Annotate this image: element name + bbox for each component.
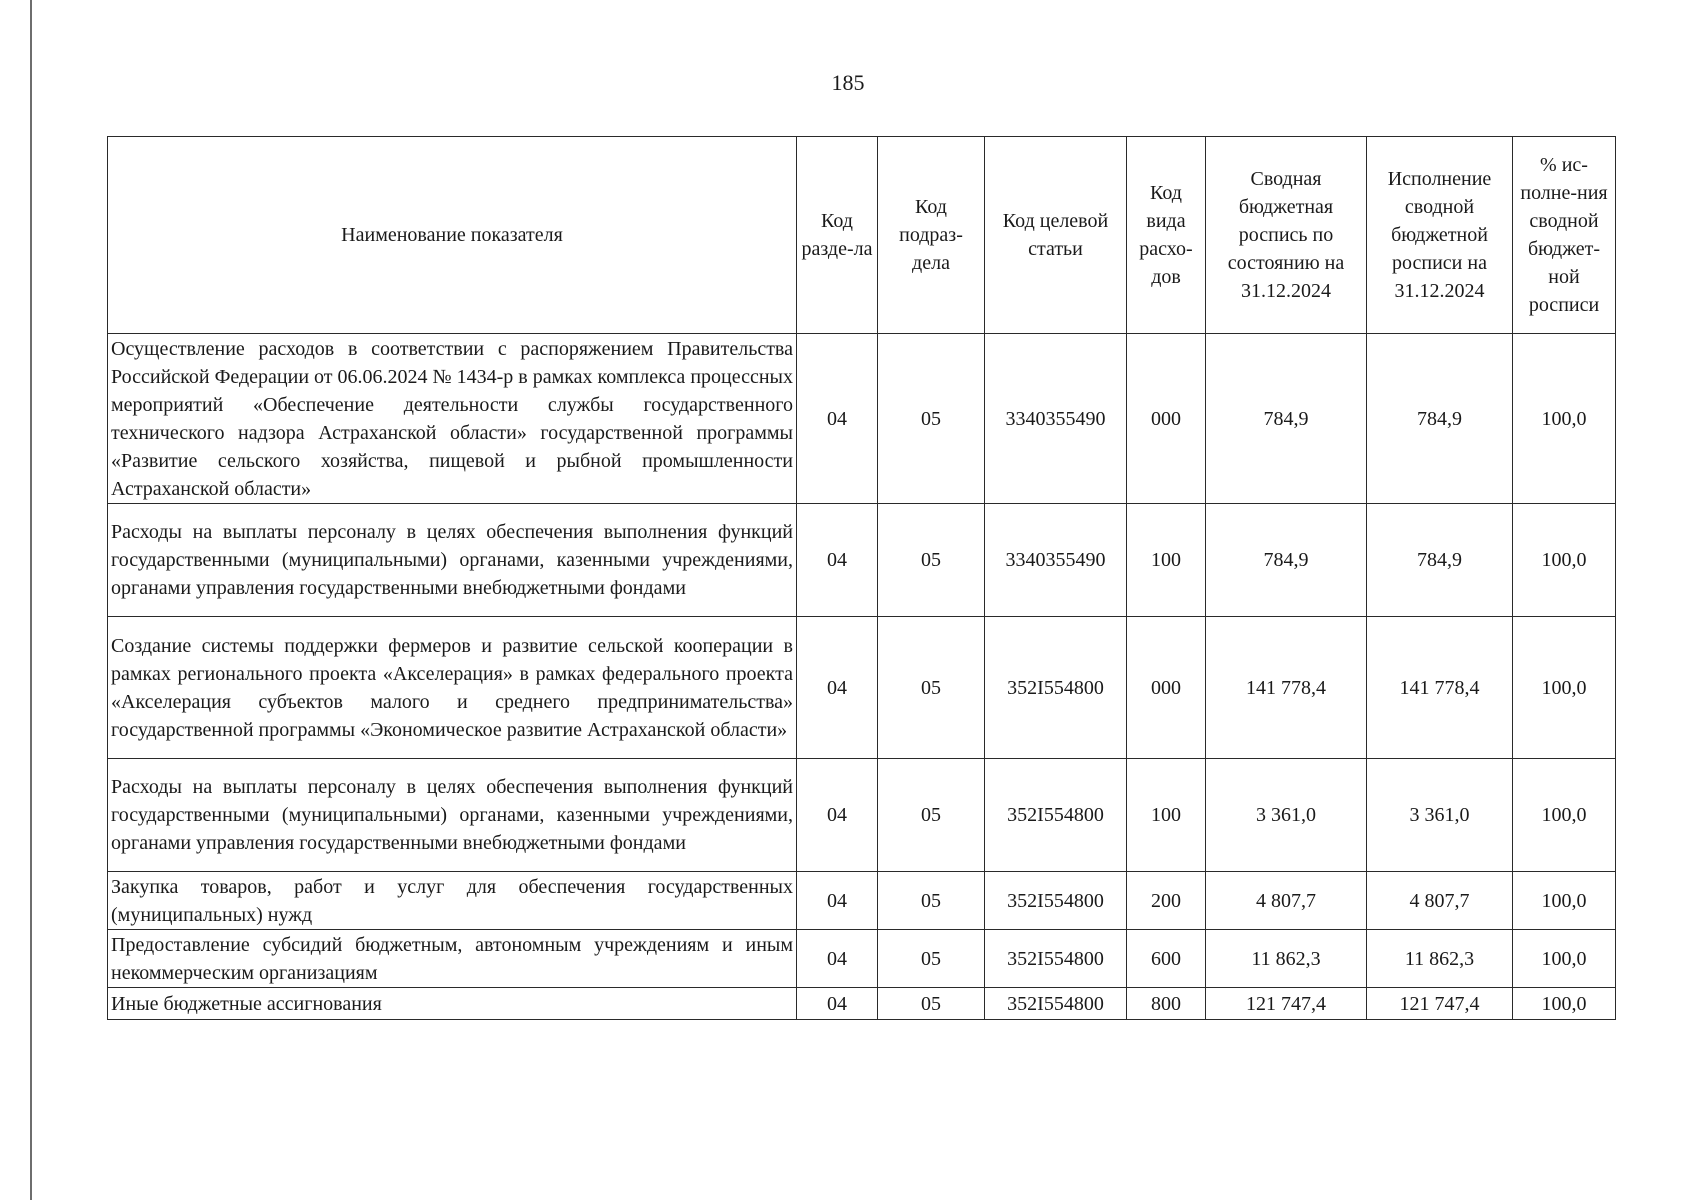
margin-rule xyxy=(30,0,32,1200)
row-execution-percent: 100,0 xyxy=(1513,872,1616,930)
row-subsection-code: 05 xyxy=(878,988,985,1020)
table-row xyxy=(108,617,1616,759)
row-budget-execution: 784,9 xyxy=(1367,334,1513,504)
row-execution-percent: 100,0 xyxy=(1513,617,1616,759)
row-execution-percent: 100,0 xyxy=(1513,334,1616,504)
row-name: Создание системы поддержки фермеров и развитие сельской кооперации в рамках регионального проекта «Акселерация» в рамках федерального проекта «Акселерация субъектов малого и среднего предпринимательства» государственной программы «Экономическое развитие Астраханской области» xyxy=(108,617,797,759)
row-section-code: 04 xyxy=(797,930,878,988)
row-budget-allocation: 3 361,0 xyxy=(1206,759,1367,872)
row-name: Предоставление субсидий бюджетным, автономным учреждениям и иным некоммерческим организациям xyxy=(108,930,797,988)
row-subsection-code: 05 xyxy=(878,872,985,930)
row-expense-type-code: 800 xyxy=(1127,988,1206,1020)
row-name: Закупка товаров, работ и услуг для обеспечения государственных (муниципальных) нужд xyxy=(108,872,797,930)
row-budget-allocation: 11 862,3 xyxy=(1206,930,1367,988)
row-subsection-code: 05 xyxy=(878,617,985,759)
row-subsection-code: 05 xyxy=(878,504,985,617)
row-budget-allocation: 4 807,7 xyxy=(1206,872,1367,930)
row-target-code: 352I554800 xyxy=(985,617,1127,759)
row-budget-allocation: 784,9 xyxy=(1206,334,1367,504)
table-row xyxy=(108,334,1616,504)
row-target-code: 352I554800 xyxy=(985,988,1127,1020)
row-target-code: 352I554800 xyxy=(985,930,1127,988)
row-target-code: 352I554800 xyxy=(985,759,1127,872)
row-budget-execution: 784,9 xyxy=(1367,504,1513,617)
row-expense-type-code: 100 xyxy=(1127,504,1206,617)
row-target-code: 3340355490 xyxy=(985,504,1127,617)
header-budget-allocation: Сводная бюджетная роспись по состоянию на 31.12.2024 xyxy=(1206,137,1367,334)
table-row xyxy=(108,872,1616,930)
row-name: Иные бюджетные ассигнования xyxy=(108,988,797,1020)
header-expense-type-code: Код вида расхо-дов xyxy=(1127,137,1206,334)
table-row xyxy=(108,930,1616,988)
row-expense-type-code: 000 xyxy=(1127,617,1206,759)
row-budget-execution: 11 862,3 xyxy=(1367,930,1513,988)
table-row xyxy=(108,759,1616,872)
row-budget-execution: 4 807,7 xyxy=(1367,872,1513,930)
table-row xyxy=(108,988,1616,1020)
header-target-code: Код целевой статьи xyxy=(985,137,1127,334)
header-section-code: Код разде-ла xyxy=(797,137,878,334)
row-section-code: 04 xyxy=(797,759,878,872)
header-execution-percent: % ис-полне-ния сводной бюджет-ной росписи xyxy=(1513,137,1616,334)
row-section-code: 04 xyxy=(797,872,878,930)
row-budget-allocation: 141 778,4 xyxy=(1206,617,1367,759)
row-execution-percent: 100,0 xyxy=(1513,504,1616,617)
row-budget-allocation: 784,9 xyxy=(1206,504,1367,617)
row-execution-percent: 100,0 xyxy=(1513,988,1616,1020)
row-target-code: 3340355490 xyxy=(985,334,1127,504)
row-expense-type-code: 100 xyxy=(1127,759,1206,872)
row-section-code: 04 xyxy=(797,334,878,504)
header-name: Наименование показателя xyxy=(108,137,797,334)
header-budget-execution: Исполнение сводной бюджетной росписи на 31.12.2024 xyxy=(1367,137,1513,334)
row-expense-type-code: 600 xyxy=(1127,930,1206,988)
table-header-row xyxy=(108,137,1616,334)
table-row xyxy=(108,504,1616,617)
row-budget-execution: 3 361,0 xyxy=(1367,759,1513,872)
row-section-code: 04 xyxy=(797,988,878,1020)
budget-table xyxy=(107,136,1616,1020)
row-subsection-code: 05 xyxy=(878,759,985,872)
row-budget-execution: 141 778,4 xyxy=(1367,617,1513,759)
row-subsection-code: 05 xyxy=(878,930,985,988)
row-name: Расходы на выплаты персоналу в целях обеспечения выполнения функций государственными (муниципальными) органами, казенными учреждениями, органами управления государственными внебюджетными фондами xyxy=(108,504,797,617)
header-subsection-code: Код подраз-дела xyxy=(878,137,985,334)
row-name: Осуществление расходов в соответствии с распоряжением Правительства Российской Федерации от 06.06.2024 № 1434-р в рамках комплекса процессных мероприятий «Обеспечение деятельности службы государственного технического надзора Астраханской области» государственной программы «Развитие сельского хозяйства, пищевой и рыбной промышленности Астраханской области» xyxy=(108,334,797,504)
row-subsection-code: 05 xyxy=(878,334,985,504)
row-target-code: 352I554800 xyxy=(985,872,1127,930)
page-number: 185 xyxy=(831,70,865,95)
row-budget-allocation: 121 747,4 xyxy=(1206,988,1367,1020)
row-name: Расходы на выплаты персоналу в целях обеспечения выполнения функций государственными (муниципальными) органами, казенными учреждениями, органами управления государственными внебюджетными фондами xyxy=(108,759,797,872)
row-expense-type-code: 200 xyxy=(1127,872,1206,930)
row-execution-percent: 100,0 xyxy=(1513,759,1616,872)
row-budget-execution: 121 747,4 xyxy=(1367,988,1513,1020)
row-section-code: 04 xyxy=(797,617,878,759)
row-execution-percent: 100,0 xyxy=(1513,930,1616,988)
row-expense-type-code: 000 xyxy=(1127,334,1206,504)
row-section-code: 04 xyxy=(797,504,878,617)
